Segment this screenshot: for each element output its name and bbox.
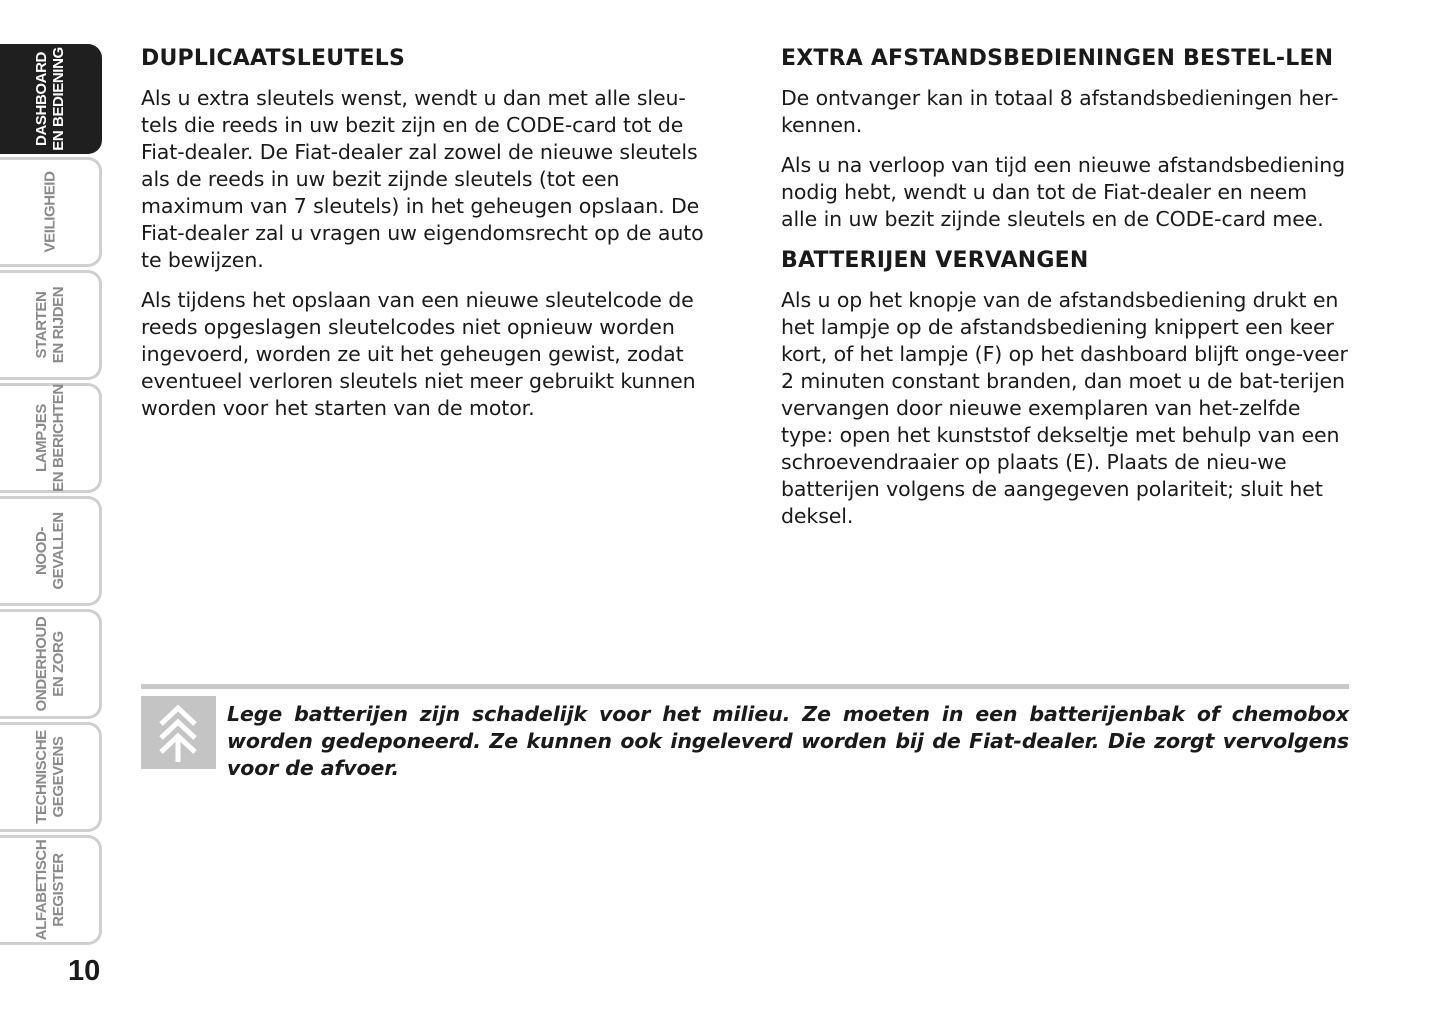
tab-label-line2: GEGEVENS [49, 736, 67, 818]
paragraph: Als u na verloop van tijd een nieuwe afstandsbediening nodig hebt, wendt u dan tot de Fiat-dealer en neem alle in uw bezit zijnde sleutels en de CODE-card mee. [781, 153, 1346, 231]
paragraph: Als u op het knopje van de afstandsbediening drukt en het lampje op de afstandsbediening knippert een keer kort, of het lampje (F) op het dashboard blijft onge-veer 2 minuten constant branden, dan moet u de bat-terijen vervangen door nieuwe exemplaren van het-zelfde type: open het kunststof dekseltje met behulp van een schroevendraaier op plaats (E). Plaats de nieu-we batterijen volgens de aangegeven polariteit; sluit het deksel. [781, 288, 1348, 528]
paragraph: Als tijdens het opslaan van een nieuwe sleutelcode de reeds opgeslagen sleutelcodes niet opnieuw worden ingevoerd, worden ze uit het geheugen gewist, zodat eventueel verloren sleutels niet meer gebruikt kunnen worden voor het starten van de motor. [141, 288, 696, 420]
tab-label [33, 384, 67, 492]
tab-starten-en-rijden[interactable] [0, 270, 102, 380]
tab-label [41, 171, 58, 252]
tab-onderhoud-en-zorg[interactable] [0, 609, 102, 719]
tab-label [33, 287, 67, 363]
left-column [141, 44, 707, 435]
tab-label-line1: NOOD- [32, 527, 50, 576]
tab-label [33, 47, 67, 151]
paragraph: Als u extra sleutels wenst, wendt u dan met alle sleu-tels die reeds in uw bezit zijn en de CODE-card tot de Fiat-dealer. De Fiat-dealer zal zowel de nieuwe sleutels als de reeds in uw bezit zijnde sleutels (tot een maximum van 7 sleutels) in het geheugen opslaan. De Fiat-dealer zal u vragen uw eigendomsrecht op de auto te bewijzen. [141, 86, 704, 272]
tab-label-line2: EN BEDIENING [49, 47, 67, 151]
tab-label-line2: REGISTER [49, 853, 67, 927]
tab-label-line1: ONDERHOUD [32, 616, 50, 712]
section-batterijen-vervangen [781, 246, 1349, 530]
page-number: 10 [68, 955, 101, 987]
tab-label-line1: DASHBOARD [32, 52, 50, 146]
environment-arrows-icon [141, 696, 216, 769]
tab-label-line2: EN BERICHTEN [49, 384, 67, 492]
tab-noodgevallen[interactable] [0, 496, 102, 606]
note-divider [141, 684, 1349, 689]
tab-dashboard-en-bediening[interactable] [0, 44, 102, 154]
paragraph: De ontvanger kan in totaal 8 afstandsbedieningen her-kennen. [781, 86, 1339, 137]
tab-label-line1: LAMPJES [32, 403, 50, 473]
tab-label [33, 617, 67, 712]
tab-label [33, 512, 67, 589]
tab-label-line1: VEILIGHEID [41, 171, 58, 253]
heading-duplicaatsleutels: DUPLICAATSLEUTELS [141, 46, 406, 71]
tab-label-line1: TECHNISCHE [32, 730, 50, 824]
tab-label-line1: ALFABETISCH [32, 839, 50, 941]
chapter-tabs [0, 44, 106, 948]
tab-label-line2: EN ZORG [49, 631, 67, 697]
section-extra-afstandsbedieningen [781, 44, 1349, 233]
tab-label-line2: GEVALLEN [49, 512, 67, 590]
tab-label [33, 730, 67, 824]
tab-lampjes-en-berichten[interactable] [0, 383, 102, 493]
environment-note: Lege batterijen zijn schadelijk voor het milieu. Ze moeten in een batterijenbak of chemobox worden gedeponeerd. Ze kunnen ook ingeleverd worden bij de Fiat-dealer. Die zorgt vervolgens voor de afvoer. [227, 702, 1349, 780]
tab-label-line2: EN RIJDEN [49, 286, 67, 364]
tab-label [33, 840, 67, 941]
heading-extra-afstandsbedieningen: EXTRA AFSTANDSBEDIENINGEN BESTEL-LEN [781, 46, 1334, 71]
right-column [781, 44, 1349, 543]
tab-veiligheid[interactable] [0, 157, 102, 267]
tab-technische-gegevens[interactable] [0, 722, 102, 832]
tab-alfabetisch-register[interactable] [0, 835, 102, 945]
heading-batterijen-vervangen: BATTERIJEN VERVANGEN [781, 248, 1089, 273]
tab-label-line1: STARTEN [32, 291, 50, 359]
